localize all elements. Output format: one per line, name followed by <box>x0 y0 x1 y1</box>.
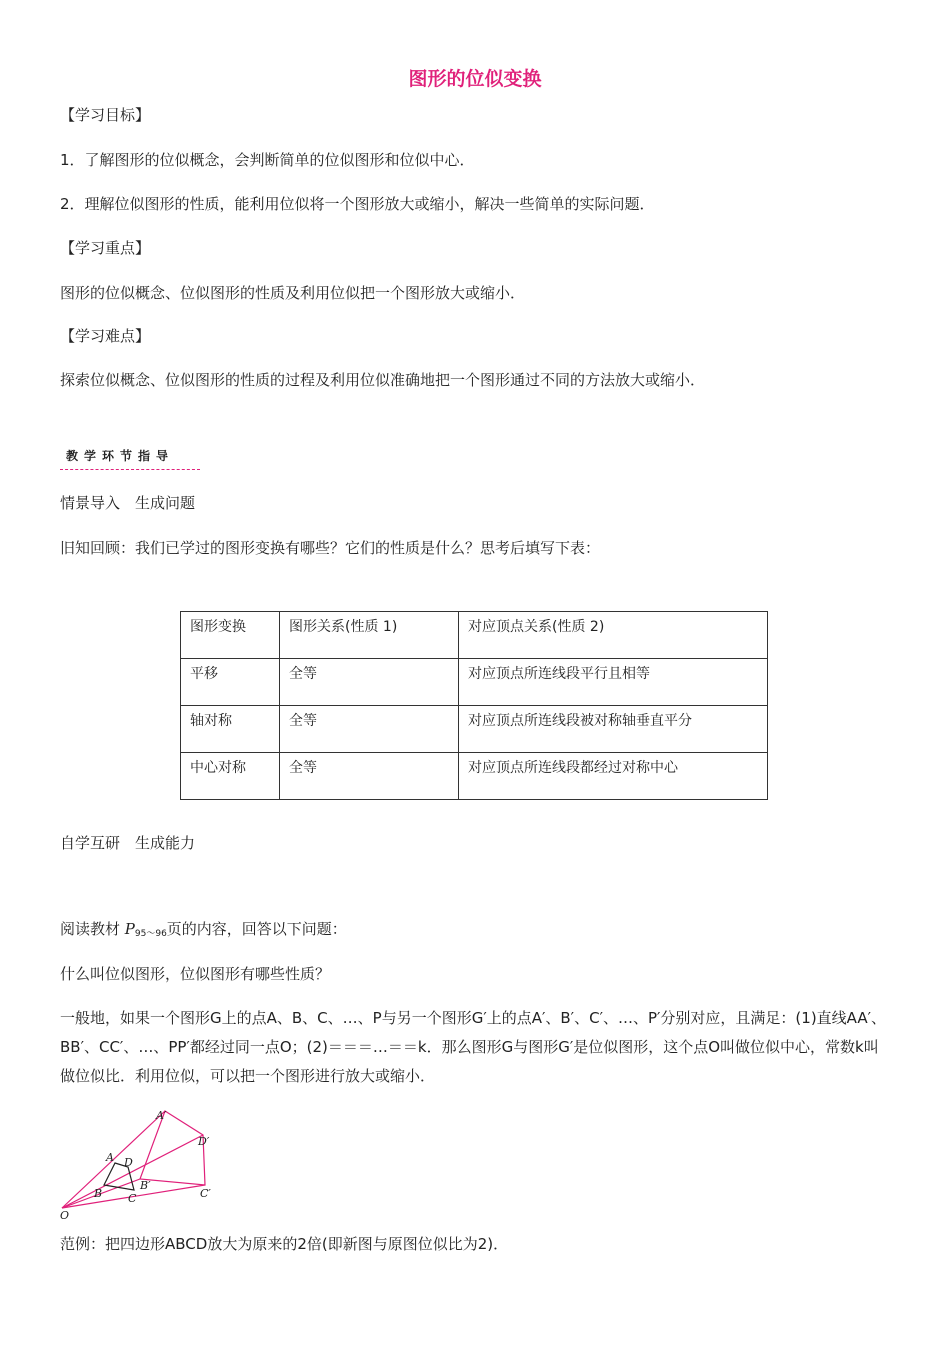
teaching-banner <box>60 443 200 471</box>
label-c-prime: C′ <box>200 1187 211 1200</box>
objective-item-2: 2．理解位似图形的性质，能利用位似将一个图形放大或缩小，解决一些简单的实际问题． <box>60 195 655 213</box>
table-row <box>181 706 768 753</box>
label-b: B <box>94 1187 103 1200</box>
reading-prefix: 阅读教材 <box>60 920 121 938</box>
table-header-cell: 图形关系(性质 1) <box>280 612 459 659</box>
table-header-cell: 图形变换 <box>181 612 280 659</box>
difficulties-text: 探索位似概念、位似图形的性质的过程及利用位似准确地把一个图形通过不同的方法放大或缩小． <box>60 371 706 389</box>
table-cell: 全等 <box>280 659 459 706</box>
table-cell: 轴对称 <box>181 706 280 753</box>
key-points-heading: 【学习重点】 <box>60 239 151 257</box>
key-points-text: 图形的位似概念、位似图形的性质及利用位似把一个图形放大或缩小． <box>60 284 526 302</box>
label-d: D <box>124 1156 133 1169</box>
page-title: 图形的位似变换 <box>408 68 542 90</box>
question-text: 什么叫位似图形，位似图形有哪些性质？ <box>60 965 331 983</box>
table-cell: 对应顶点所连线段都经过对称中心 <box>459 753 768 800</box>
label-a: A <box>106 1151 114 1164</box>
label-c: C <box>128 1192 137 1205</box>
label-b-prime: B′ <box>140 1179 151 1192</box>
reading-text <box>60 918 347 939</box>
table-cell: 全等 <box>280 706 459 753</box>
label-o: O <box>60 1209 70 1220</box>
label-d-prime: D′ <box>198 1135 210 1148</box>
reading-suffix: 页的内容，回答以下问题： <box>166 920 347 938</box>
table-row <box>181 659 768 706</box>
section-self-study-title: 自学互研 生成能力 <box>60 834 196 852</box>
table-cell: 平移 <box>181 659 280 706</box>
table-header-cell: 对应顶点关系(性质 2) <box>459 612 768 659</box>
transform-table <box>180 611 768 800</box>
objective-item-1: 1．了解图形的位似概念，会判断简单的位似图形和位似中心． <box>60 151 475 169</box>
example-text: 范例：把四边形ABCD放大为原来的2倍(即新图与原图位似比为2)． <box>60 1235 509 1253</box>
homothety-figure <box>60 1105 220 1220</box>
enlarged-quadrilateral <box>140 1111 205 1185</box>
page-range: 95～96 <box>134 929 167 939</box>
table-cell: 对应顶点所连线段平行且相等 <box>459 659 768 706</box>
page-letter: P <box>124 920 135 938</box>
table-cell: 全等 <box>280 753 459 800</box>
objectives-heading: 【学习目标】 <box>60 106 151 124</box>
review-text: 旧知回顾：我们已学过的图形变换有哪些？它们的性质是什么？思考后填写下表： <box>60 539 601 557</box>
banner-label: 教学环节指导 <box>66 449 175 463</box>
table-cell: 对应顶点所连线段被对称轴垂直平分 <box>459 706 768 753</box>
table-header-row <box>181 612 768 659</box>
difficulties-heading: 【学习难点】 <box>60 327 151 345</box>
label-a-prime: A′ <box>156 1109 167 1122</box>
banner-underline <box>60 469 200 470</box>
definition-paragraph: 一般地，如果一个图形G上的点A、B、C、…、P与另一个图形G′上的点A′、B′、C′、…、P′分别对应，且满足：(1)直线AA′、BB′、CC′、…、PP′都经过同一点O；(2)＝＝＝…＝＝k．那么图形G与图形G′是位似图形，这个点O叫做位似中心，常数k叫做位似比．利用位似，可以把一个图形进行放大或缩小． <box>60 1009 887 1085</box>
section-scenario-title: 情景导入 生成问题 <box>60 494 196 512</box>
table-cell: 中心对称 <box>181 753 280 800</box>
table-row <box>181 753 768 800</box>
